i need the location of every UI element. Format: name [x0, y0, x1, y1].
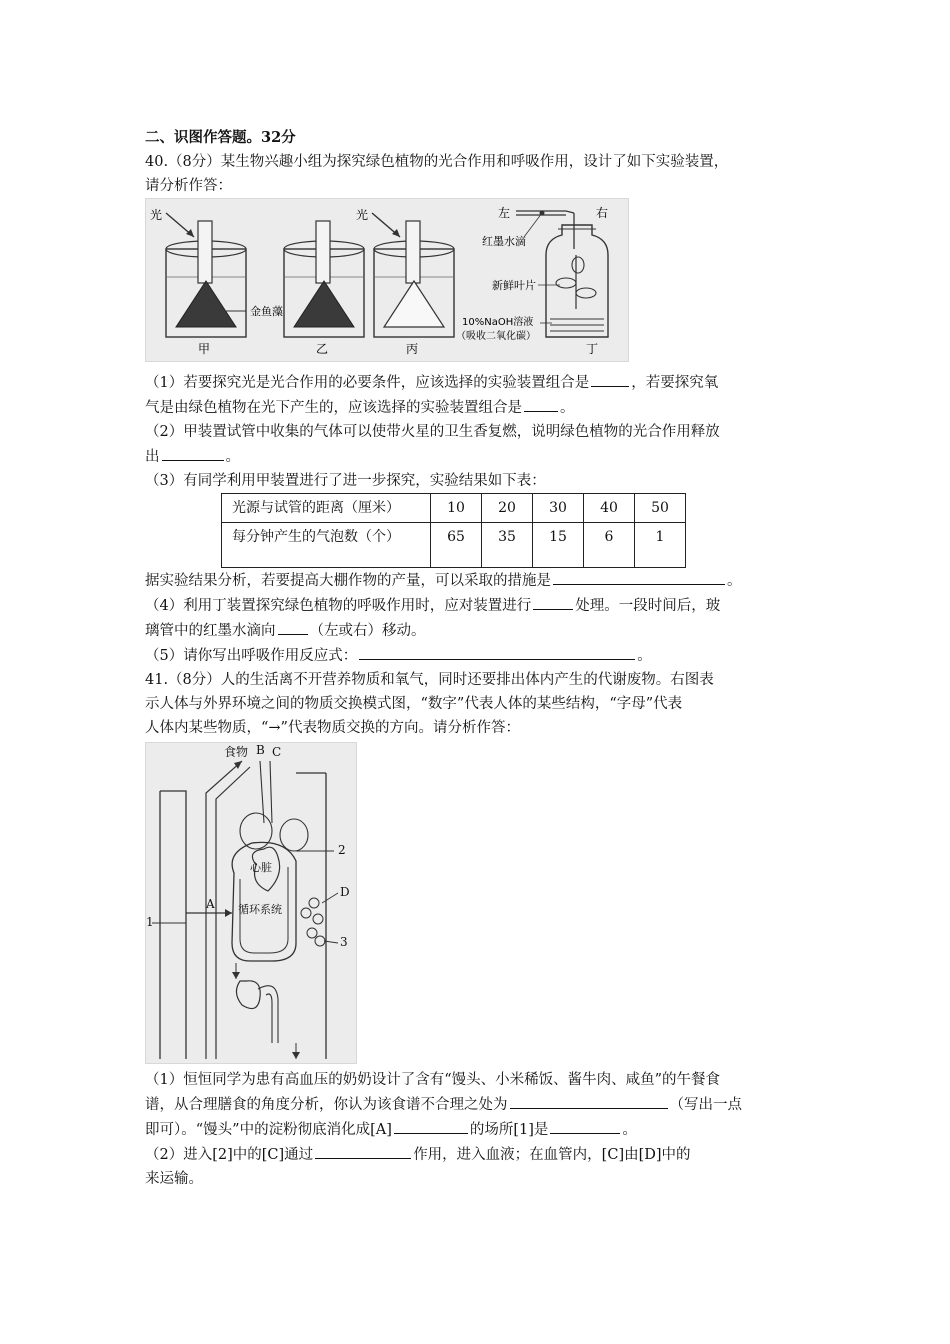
q41-part2-line-1: [145, 1142, 825, 1167]
light-label-2: 光: [356, 208, 369, 222]
apparatus-diagram: [146, 199, 628, 361]
answer-blank[interactable]: [162, 444, 224, 461]
food-label: 食物: [224, 745, 249, 759]
structure-1-label: 1: [146, 915, 154, 929]
right-label: 右: [596, 206, 609, 220]
q41-p2-text-a: （2）进入[2]中的[C]通过: [145, 1147, 314, 1163]
q40-p5-text-a: （5）请你写出呼吸作用反应式：: [145, 648, 358, 664]
answer-blank[interactable]: [394, 1117, 468, 1134]
q41-p1-text-c: （写出一点: [669, 1097, 742, 1113]
substance-d-label: D: [340, 885, 350, 899]
q41-part1-line-2: [145, 1092, 825, 1117]
q40-intro-line-2: 请分析作答：: [145, 178, 232, 194]
apparatus-bing: [372, 213, 454, 337]
distance-cell: 10: [431, 494, 482, 523]
section-title: 二、识图作答题。32分: [145, 129, 296, 146]
q40-part3-analysis-line: [145, 568, 825, 593]
answer-blank[interactable]: [315, 1142, 411, 1159]
exam-page: [145, 126, 825, 1191]
answer-blank[interactable]: [278, 618, 308, 635]
table-row1-label: 光源与试管的距离（厘米）: [222, 494, 431, 523]
q41-part1-line-1: （1）恒恒同学为患有高血压的奶奶设计了含有“馒头、小米稀饭、酱牛肉、咸鱼”的午餐食: [145, 1072, 721, 1088]
plant-label: 金鱼藻: [250, 305, 283, 318]
answer-blank[interactable]: [524, 395, 558, 412]
red-ink-label: 红墨水滴: [482, 235, 526, 248]
q40-p2-text-c: 。: [225, 449, 240, 465]
structure-3-label: 3: [340, 935, 348, 949]
q40-intro-line-1: 40.（8分）某生物兴趣小组为探究绿色植物的光合作用和呼吸作用，设计了如下实验装置，: [145, 154, 729, 170]
distance-cell: 20: [482, 494, 533, 523]
q40-p5-text-b: 。: [637, 648, 652, 664]
left-label: 左: [498, 206, 511, 220]
label-bing: 丙: [406, 342, 419, 356]
q40-p3-text-a: 据实验结果分析，若要提高大棚作物的产量，可以采取的措施是: [145, 573, 551, 589]
table-row: [222, 494, 686, 523]
q41-exchange-figure: [145, 742, 357, 1064]
q41-part1-line-3: [145, 1117, 825, 1142]
label-jia: 甲: [198, 342, 211, 356]
q40-apparatus-figure: [145, 198, 629, 362]
distance-cell: 30: [533, 494, 584, 523]
naoh-label: 10%NaOH溶液: [462, 317, 534, 328]
q40-p1-text-b: ，若要探究氧: [631, 375, 719, 391]
q41-intro-line-1: 41.（8分）人的生活离不开营养物质和氧气，同时还要排出体内产生的代谢废物。右图表: [145, 672, 714, 688]
structure-2-label: 2: [338, 843, 346, 857]
q40-part4-line-2: [145, 618, 825, 643]
q40-p4-text-b: 处理。一段时间后，玻: [575, 598, 721, 614]
q40-p4-text-c: 璃管中的红墨水滴向: [145, 623, 276, 639]
results-table: [221, 493, 686, 568]
answer-blank[interactable]: [510, 1092, 668, 1109]
q41-intro-line-3: 人体内某些物质，“→”代表物质交换的方向。请分析作答：: [145, 720, 520, 736]
distance-cell: 40: [584, 494, 635, 523]
q40-part1-line-1: [145, 370, 825, 395]
q40-p1-text-d: 。: [560, 400, 575, 416]
bubble-cell: 65: [431, 523, 482, 568]
q40-p2-text-b: 出: [145, 449, 160, 465]
substance-a-label: A: [206, 897, 215, 911]
table-row: [222, 523, 686, 568]
distance-cell: 50: [635, 494, 686, 523]
light-label-1: 光: [150, 208, 163, 222]
label-ding: 丁: [586, 342, 599, 356]
answer-blank[interactable]: [533, 593, 573, 610]
table-row2-label: 每分钟产生的气泡数（个）: [222, 523, 431, 568]
q40-p4-text-a: （4）利用丁装置探究绿色植物的呼吸作用时，应对装置进行: [145, 598, 532, 614]
q41-p1-text-d: 即可）。“馒头”中的淀粉彻底消化成[A]: [145, 1122, 392, 1138]
substance-c-label: C: [272, 745, 282, 759]
q40-part3-line: （3）有同学利用甲装置进行了进一步探究，实验结果如下表：: [145, 473, 546, 489]
q41-p1-text-f: 。: [622, 1122, 637, 1138]
q40-part4-line-1: [145, 593, 825, 618]
q40-part2-line-1: （2）甲装置试管中收集的气体可以使带火星的卫生香复燃，说明绿色植物的光合作用释放: [145, 424, 720, 440]
answer-blank[interactable]: [359, 643, 635, 660]
q41-p1-text-e: 的场所[1]是: [469, 1122, 549, 1138]
q40-p4-text-d: （左或右）移动。: [309, 623, 426, 639]
q41-intro-line-2: 示人体与外界环境之间的物质交换模式图，“数字”代表人体的某些结构，“字母”代表: [145, 696, 683, 712]
leaf-label: 新鲜叶片: [492, 279, 536, 292]
apparatus-yi: [284, 221, 364, 337]
q40-p1-text-c: 气是由绿色植物在光下产生的，应该选择的实验装置组合是: [145, 400, 522, 416]
circulation-label: 循环系统: [238, 903, 282, 916]
bubble-cell: 35: [482, 523, 533, 568]
label-yi: 乙: [316, 342, 329, 356]
apparatus-jia: [166, 213, 246, 337]
answer-blank[interactable]: [550, 1117, 620, 1134]
substance-b-label: B: [256, 743, 265, 757]
q40-p3-text-b: 。: [727, 573, 742, 589]
heart-label: 心脏: [250, 861, 272, 874]
q40-part1-line-2: [145, 395, 825, 420]
q40-part5-line: [145, 643, 825, 668]
naoh-note-label: （吸收二氧化碳）: [456, 331, 536, 342]
q41-p1-text-b: 谱，从合理膳食的角度分析，你认为该食谱不合理之处为: [145, 1097, 508, 1113]
bubble-cell: 1: [635, 523, 686, 568]
q41-p2-text-b: 作用，进入血液；在血管内，[C]由[D]中的: [413, 1147, 691, 1163]
bubble-cell: 6: [584, 523, 635, 568]
q40-p1-text-a: （1）若要探究光是光合作用的必要条件，应该选择的实验装置组合是: [145, 375, 590, 391]
bubble-cell: 15: [533, 523, 584, 568]
answer-blank[interactable]: [553, 568, 725, 585]
q41-part2-line-2: 来运输。: [145, 1171, 203, 1187]
answer-blank[interactable]: [591, 370, 629, 387]
q40-part2-line-2: [145, 444, 825, 469]
